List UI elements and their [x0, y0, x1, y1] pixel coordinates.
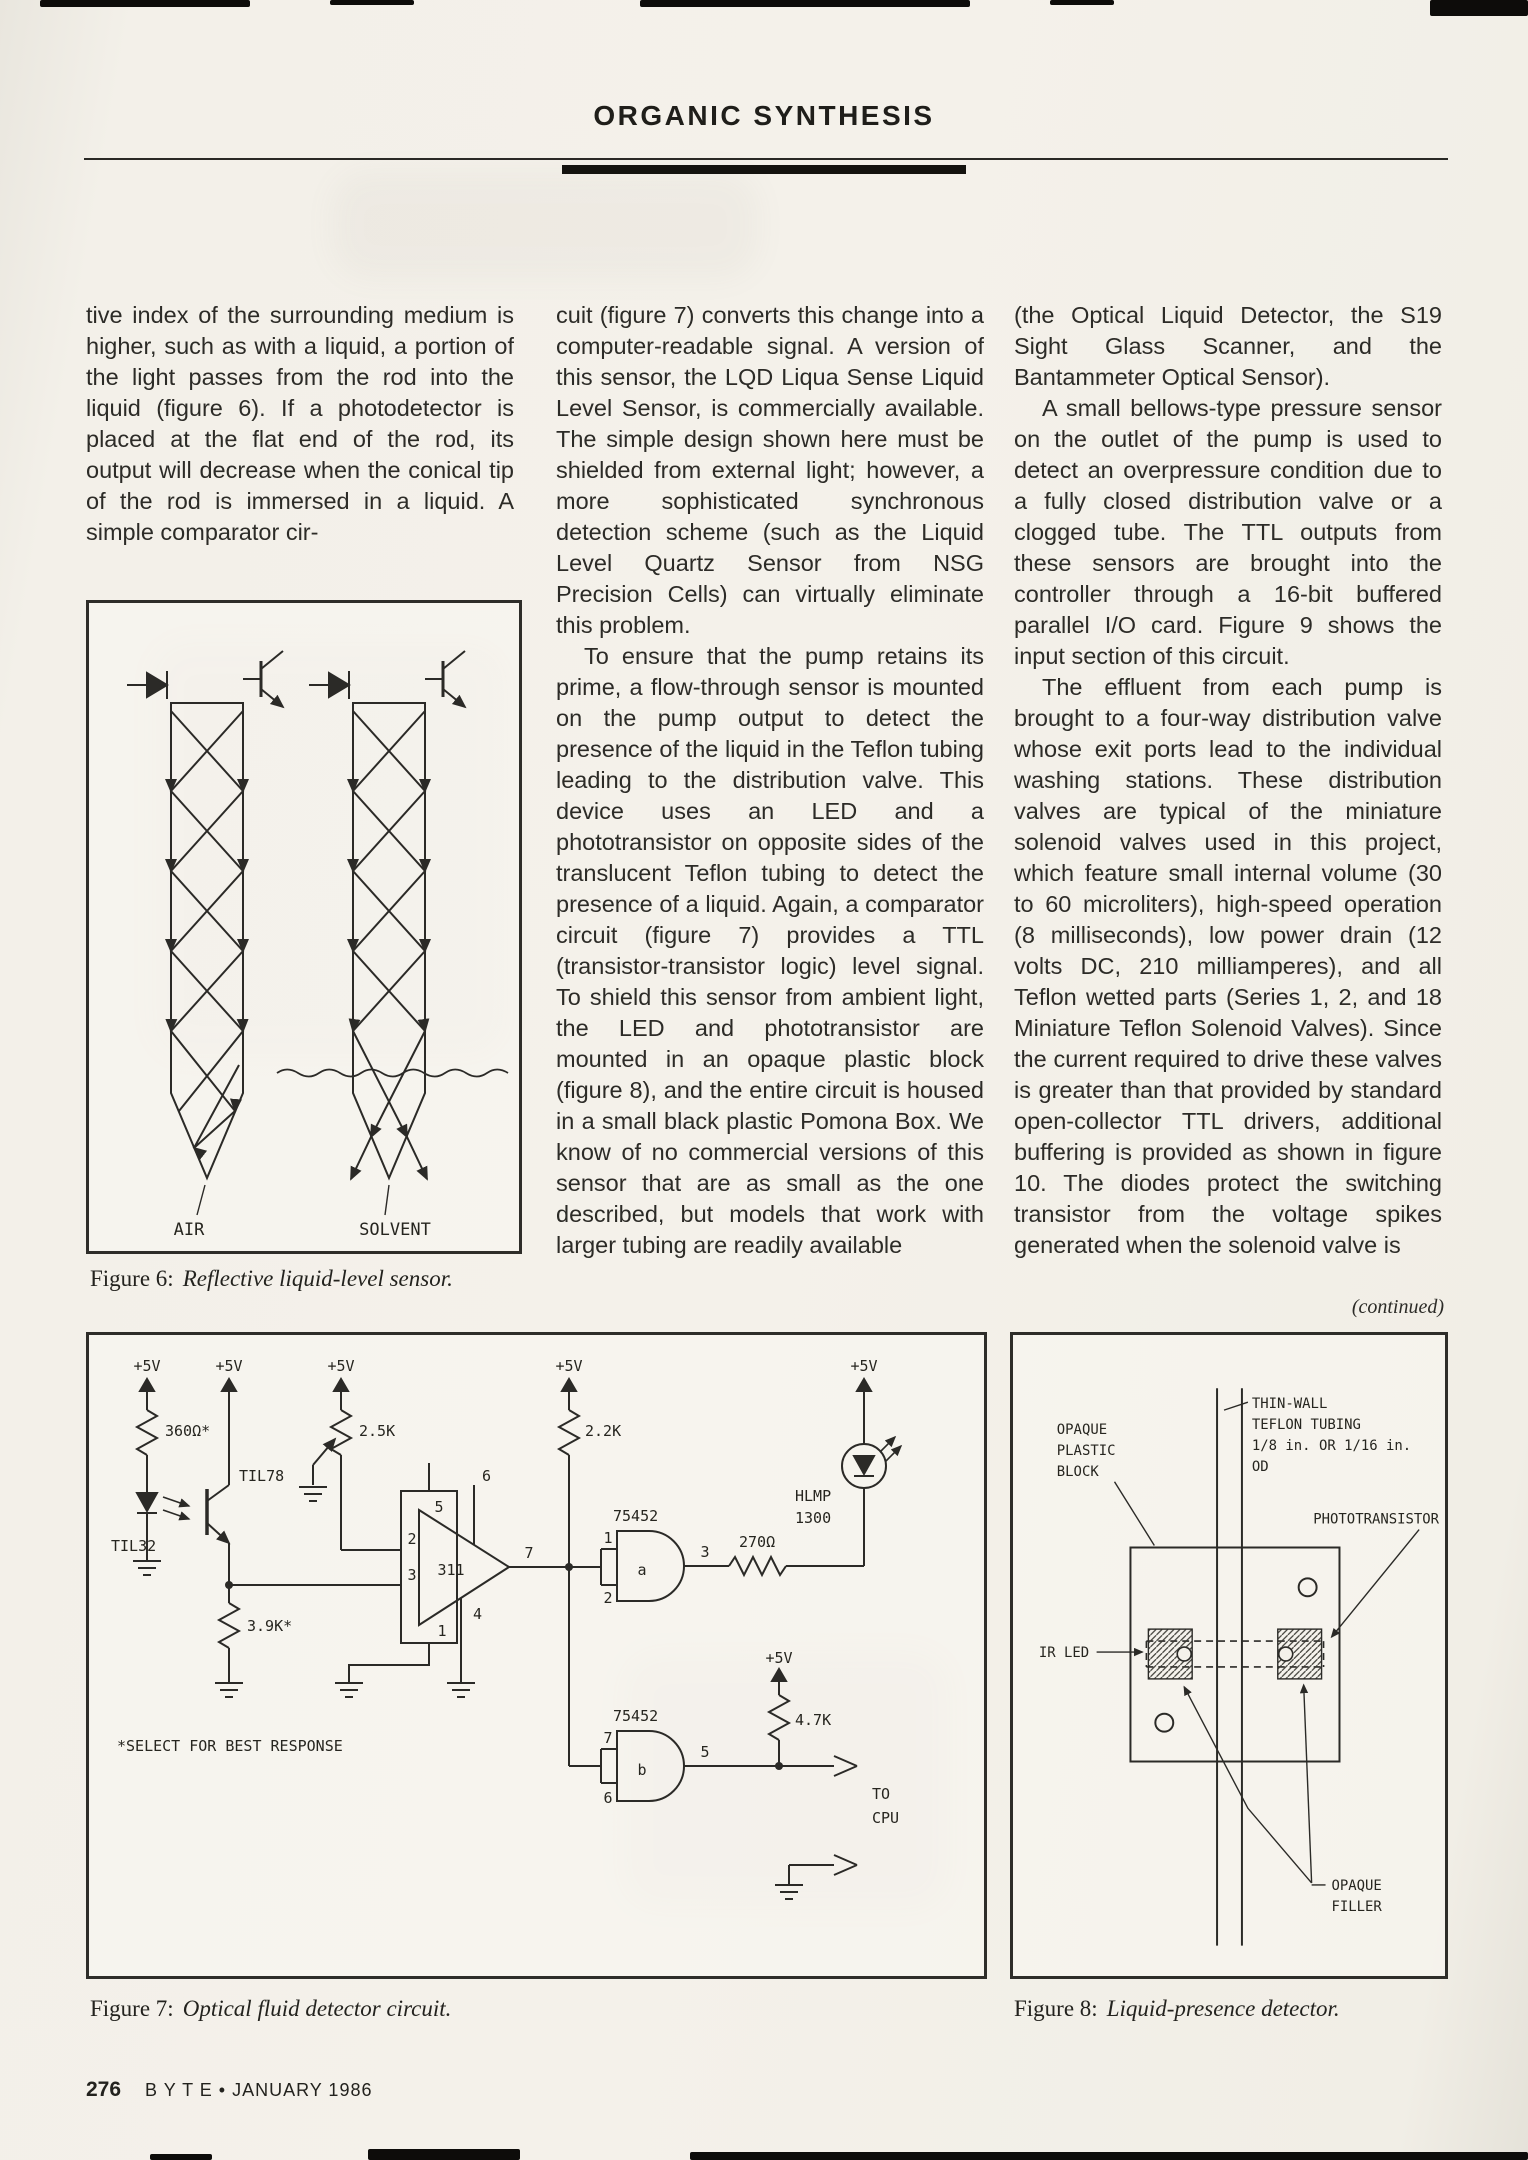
sensor-rod-air	[127, 651, 283, 1215]
figure6-caption-text: Reflective liquid-level sensor.	[182, 1266, 453, 1291]
cpu-ground-connector	[775, 1855, 857, 1899]
article-title: ORGANIC SYNTHESIS	[593, 100, 935, 131]
component-label: HLMP	[795, 1487, 832, 1505]
scan-artifact	[150, 2154, 212, 2160]
led-symbol	[127, 671, 167, 699]
resistor-value: 3.9K*	[247, 1617, 293, 1635]
page-footer	[86, 2078, 372, 2102]
figure7-caption-text: Optical fluid detector circuit.	[182, 1996, 452, 2021]
to-cpu-connector	[834, 1756, 857, 1776]
figure8-caption-text: Liquid-presence detector.	[1106, 1996, 1340, 2021]
ir-led-lens	[1177, 1647, 1191, 1661]
filler-label: OPAQUE	[1331, 1877, 1382, 1894]
air-label: AIR	[173, 1220, 205, 1240]
bleedthrough-artifact	[330, 170, 760, 280]
ground-symbol	[299, 1487, 327, 1501]
resistor-value: 4.7K	[795, 1711, 832, 1729]
pin-number: 2	[603, 1589, 613, 1607]
led-symbol	[309, 671, 349, 699]
figure8-box	[1010, 1332, 1448, 1979]
filler-label: FILLER	[1331, 1898, 1382, 1915]
pin-number: 1	[437, 1622, 447, 1640]
supply-label: +5V	[765, 1649, 793, 1667]
scan-artifact	[1430, 0, 1528, 16]
component-label: 1300	[795, 1509, 832, 1527]
text-column-1	[86, 300, 514, 600]
pin-number: 5	[434, 1498, 444, 1516]
phototransistor-til78	[207, 1485, 401, 1589]
pin-number: 2	[407, 1530, 417, 1548]
paragraph: cuit (figure 7) converts this change into a computer-readable signal. A version of this sensor, the LQD Liqua Sense Liquid Level Sensor, is commercially available. The simple design shown here must be shielded from external light; however, a more sophisticated synchronous detection scheme (such as the Liquid Level Quartz Sensor from NSG Precision Cells) can virtually eliminate this problem.	[556, 302, 984, 638]
resistor-4-7k	[769, 1695, 789, 1766]
component-label: 311	[437, 1561, 465, 1579]
pin-number: 6	[603, 1789, 613, 1807]
resistor-value: 360Ω*	[165, 1422, 211, 1440]
tubing-label: TEFLON TUBING	[1251, 1417, 1361, 1434]
supply-label: +5V	[133, 1357, 161, 1375]
figure6-box	[86, 600, 522, 1254]
resistor-360	[137, 1410, 157, 1493]
scan-artifact	[1050, 0, 1114, 5]
light-ray	[353, 711, 427, 1179]
component-label: TIL78	[239, 1467, 285, 1485]
figure6-caption	[90, 1266, 453, 1292]
pin-number: 3	[700, 1543, 710, 1561]
paragraph: (the Optical Liquid Detector, the S19 Sight Glass Scanner, and the Bantammeter Optical Sensor).	[1014, 302, 1442, 390]
figure7-circuit	[89, 1335, 984, 1976]
figure7-box	[86, 1332, 987, 1979]
ir-led-label: IR LED	[1038, 1644, 1090, 1661]
scan-artifact	[690, 2152, 1528, 2160]
figure7-caption	[90, 1996, 451, 2022]
continued-note: (continued)	[1351, 1296, 1444, 1318]
figure8-caption	[1014, 1996, 1340, 2022]
pin-number: 5	[700, 1743, 710, 1761]
ground-symbol	[335, 1683, 363, 1697]
header-bar	[562, 165, 966, 174]
resistor-value: 270Ω	[739, 1533, 776, 1551]
sensor-rod-solvent	[277, 651, 508, 1215]
component-label: 75452	[613, 1707, 659, 1725]
light-ray	[171, 711, 243, 1111]
resistor-2-2k	[559, 1410, 579, 1571]
figure8-diagram	[1013, 1335, 1445, 1976]
supply-label: +5V	[327, 1357, 355, 1375]
to-cpu-label: CPU	[872, 1809, 900, 1827]
liquid-surface	[277, 1070, 508, 1077]
component-label: 75452	[613, 1507, 659, 1525]
block-label: PLASTIC	[1056, 1442, 1116, 1459]
supply-label: +5V	[555, 1357, 583, 1375]
nand-gate-a	[569, 1531, 729, 1601]
select-note: *SELECT FOR BEST RESPONSE	[117, 1737, 343, 1755]
scan-artifact	[330, 0, 414, 5]
paragraph: To ensure that the pump retains its prime, a flow-through sensor is mounted on the pump output to detect the presence of the liquid in the Teflon tubing leading to the distribution valve. This device uses an LED and a phototransistor on opposite sides of the translucent Teflon tubing to detect the presence of a liquid. Again, a comparator circuit (figure 7) provides a TTL (transistor-transistor logic) level signal. To shield this sensor from ambient light, the LED and phototransistor are mounted in an opaque plastic block (figure 8), and the entire circuit is housed in a small black plastic Pomona Box. We know of no commercial versions of this sensor that are as small as the one described, but models that work with larger tubing are readily available	[556, 643, 984, 1258]
phototransistor-label: PHOTOTRANSISTOR	[1313, 1511, 1440, 1528]
resistor-value: 2.2K	[585, 1422, 622, 1440]
scan-artifact	[40, 0, 250, 7]
pin-number: 7	[603, 1729, 613, 1747]
figure7-caption-label: Figure 7:	[90, 1996, 174, 2021]
supply-label: +5V	[850, 1357, 878, 1375]
figure6-caption-label: Figure 6:	[90, 1266, 174, 1291]
paragraph: A small bellows-type pressure sensor on the outlet of the pump is used to detect an overpressure condition due to a fully closed distribution valve or a clogged tube. The TTL outputs from these sensors are brought into the controller through a 16-bit buffered parallel I/O card. Figure 9 shows the input section of this circuit.	[1014, 395, 1442, 669]
paragraph: tive index of the surrounding medium is higher, such as with a liquid, a portion of the light passes from the rod into the liquid (figure 6). If a photodetector is placed at the flat end of the rod, its output will decrease when the conical tip of the rod is immersed in a liquid. A simple comparator cir-	[86, 302, 514, 545]
tubing-label: THIN-WALL	[1251, 1396, 1328, 1413]
text-column-2	[556, 300, 984, 1315]
pin-number: 4	[473, 1605, 483, 1623]
header-rule	[84, 158, 1448, 160]
to-cpu-label: TO	[872, 1785, 891, 1803]
page-number: 276	[86, 2078, 122, 2101]
paragraph: The effluent from each pump is brought to a four-way distribution valve whose exit ports lead to the individual washing stations. These distribution valves are typical of the miniature solenoid valves used in this project, which feature small internal volume (30 to 60 microliters), high-speed operation (8 milliseconds), low power drain (12 volts DC, 210 milliamperes), and all Teflon wetted parts (Series 1, 2, and 18 Miniature Teflon Solenoid Valves). Since the current required to drive these valves is greater than that provided by standard open-collector TTL drivers, additional buffering is provided as shown in figure 10. The diodes protect the switching transistor from the voltage spikes generated when the solenoid valve is	[1014, 674, 1442, 1258]
tubing-label: OD	[1251, 1458, 1269, 1475]
supply-label: +5V	[215, 1357, 243, 1375]
figure6-diagram	[89, 603, 519, 1251]
magazine-issue: B Y T E • JANUARY 1986	[145, 2080, 373, 2100]
phototransistor-symbol	[425, 651, 465, 707]
pin-number: 3	[407, 1566, 417, 1584]
resistor-3-9k	[219, 1585, 239, 1683]
component-label: TIL32	[111, 1537, 157, 1555]
led-hlmp1300	[842, 1437, 901, 1488]
ground-symbol	[447, 1683, 475, 1697]
pin-number: 7	[524, 1544, 534, 1562]
gate-letter: b	[637, 1761, 647, 1779]
block-label: OPAQUE	[1056, 1422, 1108, 1439]
figure8-caption-label: Figure 8:	[1014, 1996, 1098, 2021]
phototransistor-symbol	[243, 651, 283, 707]
ground-symbol	[215, 1683, 243, 1697]
scan-artifact	[368, 2149, 520, 2160]
scan-artifact	[640, 0, 970, 7]
light-ray	[171, 711, 243, 1148]
block-label: BLOCK	[1056, 1463, 1099, 1480]
tubing-label: 1/8 in. OR 1/16 in.	[1251, 1437, 1412, 1454]
resistor-value: 2.5K	[359, 1422, 396, 1440]
phototransistor-lens	[1279, 1647, 1293, 1661]
mounting-hole	[1155, 1714, 1173, 1732]
pin-number: 1	[603, 1529, 613, 1547]
gate-letter: a	[637, 1561, 647, 1579]
light-ray	[351, 711, 425, 1179]
mounting-hole	[1299, 1578, 1317, 1596]
ground-symbol	[133, 1561, 161, 1575]
solvent-label: SOLVENT	[359, 1220, 431, 1240]
pin-number: 6	[482, 1467, 492, 1485]
text-column-3	[1014, 300, 1442, 1315]
